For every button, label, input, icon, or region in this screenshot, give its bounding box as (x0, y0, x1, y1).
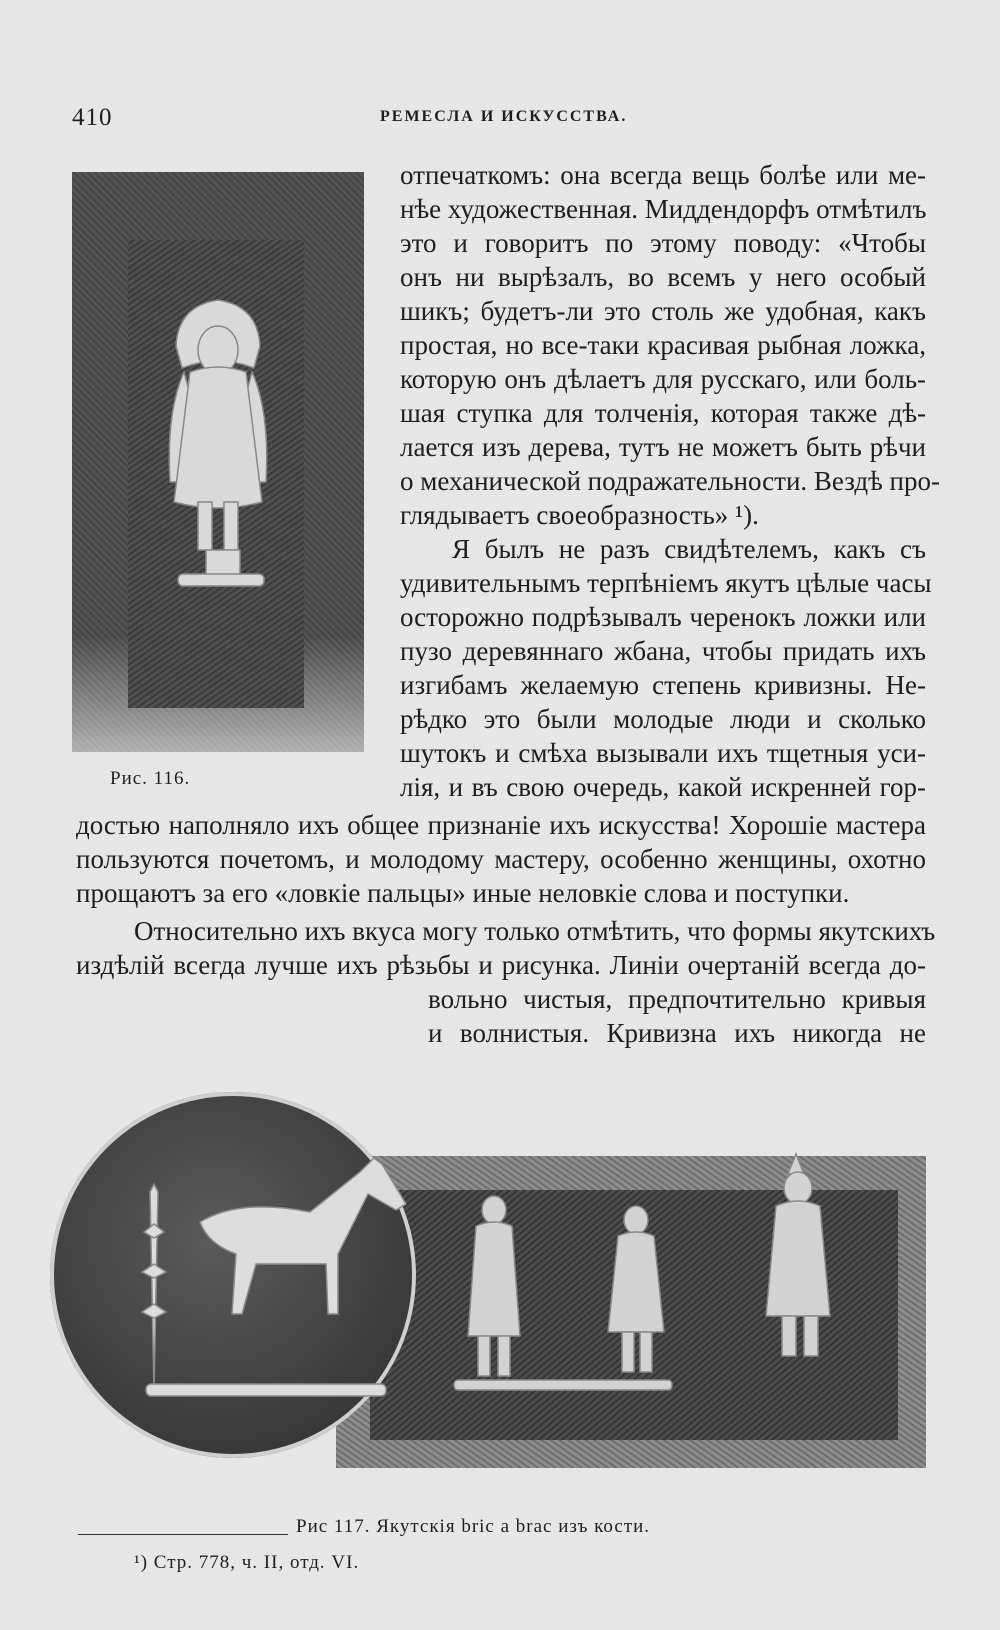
figure-116-image (72, 172, 364, 752)
figure-117-caption: Рис 117. Якутскія bric a brac изъ кости. (296, 1516, 651, 1537)
carving-illustration (50, 1092, 930, 1472)
text-line: нѣе художественная. Миддендорфъ отмѣтилъ (400, 194, 927, 224)
text-line: шутокъ и смѣха вызывали ихъ тщетныя уси- (400, 738, 926, 768)
figure-117-image (50, 1092, 930, 1472)
running-title: РЕМЕСЛА И ИСКУССТВА. (380, 108, 628, 125)
page-number: 410 (72, 104, 113, 131)
text-line: пользуются почетомъ, и молодому мастеру, особенно женщины, охотно (76, 844, 926, 874)
text-line: Я былъ не разъ свидѣтелемъ, какъ съ (452, 534, 926, 564)
text-line: издѣлій всегда лучше ихъ рѣзьбы и рисунка. Линіи очертаній всегда до- (76, 950, 926, 980)
text-line: простая, но все-таки красивая рыбная ложка, (400, 330, 926, 360)
text-line: о механической подражательности. Вездѣ про- (400, 466, 940, 496)
text-line: онъ ни вырѣзалъ, во всемъ у него особый (400, 262, 926, 292)
text-line: шикъ; будетъ-ли это столь же удобная, какъ (400, 296, 926, 326)
text-line: пузо деревяннаго жбана, чтобы придать ихъ (400, 636, 926, 666)
figurine-illustration (72, 172, 364, 752)
text-line: и волнистыя. Кривизна ихъ никогда не (428, 1018, 926, 1048)
text-line: лія, и въ свою очередь, какой искренней гор- (400, 772, 926, 802)
text-line: прощаютъ за его «ловкіе пальцы» иные неловкіе слова и поступки. (76, 878, 850, 908)
text-line: удивительнымъ терпѣніемъ якутъ цѣлые часы (400, 568, 932, 598)
text-line: вольно чистыя, предпочтительно кривыя (428, 984, 926, 1014)
text-line: шая ступка для толченія, которая также дѣ- (400, 398, 926, 428)
text-line: осторожно подрѣзывалъ черенокъ ложки или (400, 602, 926, 632)
text-line: рѣдко это были молодые люди и сколько (400, 704, 926, 734)
figure-116-caption: Рис. 116. (110, 768, 191, 789)
footnote: ¹) Стр. 778, ч. II, отд. VI. (134, 1552, 360, 1573)
text-line: отпечаткомъ: она всегда вещь болѣе или ме- (400, 160, 926, 190)
text-line: которую онъ дѣлаетъ для русскаго, или боль- (400, 364, 926, 394)
text-line: изгибамъ желаемую степень кривизны. Не- (400, 670, 926, 700)
text-line: это и говоритъ по этому поводу: «Чтобы (400, 228, 926, 258)
footnote-rule (78, 1534, 288, 1535)
text-line: достью наполняло ихъ общее признаніе ихъ искусства! Хорошіе мастера (76, 810, 926, 840)
text-line: лается изъ дерева, тутъ не можетъ быть рѣчи (400, 432, 926, 462)
text-line: глядываетъ своеобразность» ¹). (400, 500, 759, 530)
text-line: Относительно ихъ вкуса могу только отмѣтить, что формы якутскихъ (134, 916, 936, 946)
